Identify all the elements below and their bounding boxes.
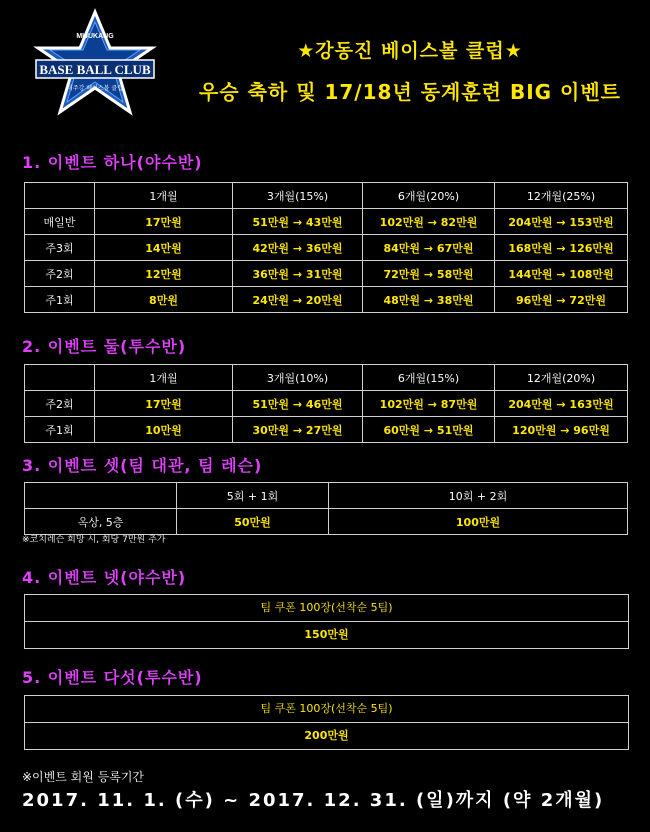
table-header-cell bbox=[25, 483, 177, 509]
table-row bbox=[25, 287, 628, 313]
svg-text:BASE BALL CLUB: BASE BALL CLUB bbox=[39, 62, 151, 77]
table-header-row bbox=[25, 365, 628, 391]
price-cell: 8만원 bbox=[95, 287, 233, 313]
table-header-cell bbox=[25, 183, 95, 209]
table-header-cell bbox=[25, 365, 95, 391]
price-cell: 50만원 bbox=[177, 509, 329, 535]
section4-title: 4. 이벤트 넷(야수반) bbox=[22, 568, 187, 587]
registration-period-label: ※이벤트 회원 등록기간 bbox=[22, 770, 145, 784]
table-header-cell: 3개월(15%) bbox=[233, 183, 363, 209]
price-cell: 168만원 → 126만원 bbox=[495, 235, 628, 261]
table-header-cell: 5회 + 1회 bbox=[177, 483, 329, 509]
price-cell: 17만원 bbox=[95, 391, 233, 417]
price-cell: 42만원 → 36만원 bbox=[233, 235, 363, 261]
row-label: 주2회 bbox=[25, 391, 95, 417]
price-cell: 36만원 → 31만원 bbox=[233, 261, 363, 287]
table-header-cell: 3개월(10%) bbox=[233, 365, 363, 391]
section1-title: 1. 이벤트 하나(야수반) bbox=[22, 153, 203, 172]
baseball-club-star-logo-icon bbox=[30, 8, 160, 118]
table-row bbox=[25, 417, 628, 443]
table-header-cell: 10회 + 2회 bbox=[329, 483, 628, 509]
price-cell: 72만원 → 58만원 bbox=[363, 261, 495, 287]
row-label: 매일반 bbox=[25, 209, 95, 235]
row-label: 주1회 bbox=[25, 417, 95, 443]
section2-title: 2. 이벤트 둘(투수반) bbox=[22, 337, 187, 356]
price-cell: 48만원 → 38만원 bbox=[363, 287, 495, 313]
table-header-cell: 6개월(20%) bbox=[363, 183, 495, 209]
section1-price-table bbox=[24, 182, 628, 313]
price-cell: 12만원 bbox=[95, 261, 233, 287]
table-row bbox=[25, 209, 628, 235]
table-header-cell: 12개월(20%) bbox=[495, 365, 628, 391]
table-header-cell: 6개월(15%) bbox=[363, 365, 495, 391]
price-cell: 120만원 → 96만원 bbox=[495, 417, 628, 443]
price-cell: 84만원 → 67만원 bbox=[363, 235, 495, 261]
svg-text:미주강 베이스볼 클럽: 미주강 베이스볼 클럽 bbox=[67, 85, 123, 92]
table-header-row bbox=[25, 183, 628, 209]
registration-period: 2017. 11. 1. (수) ~ 2017. 12. 31. (일)까지 (약 2개월) bbox=[22, 790, 605, 811]
row-label: 주2회 bbox=[25, 261, 95, 287]
price-cell: 102만원 → 82만원 bbox=[363, 209, 495, 235]
price-cell: 24만원 → 20만원 bbox=[233, 287, 363, 313]
price-cell: 30만원 → 27만원 bbox=[233, 417, 363, 443]
table-header-cell: 1개월 bbox=[95, 183, 233, 209]
price-cell: 144만원 → 108만원 bbox=[495, 261, 628, 287]
price-cell: 96만원 → 72만원 bbox=[495, 287, 628, 313]
table-header-row bbox=[25, 483, 628, 509]
price-cell: 51만원 → 43만원 bbox=[233, 209, 363, 235]
section2-price-table bbox=[24, 364, 628, 443]
price-cell: 10만원 bbox=[95, 417, 233, 443]
svg-text:MIJUKANG: MIJUKANG bbox=[76, 33, 114, 40]
price-cell: 102만원 → 87만원 bbox=[363, 391, 495, 417]
coupon-price: 150만원 bbox=[304, 628, 349, 641]
row-label: 주1회 bbox=[25, 287, 95, 313]
price-cell: 204만원 → 163만원 bbox=[495, 391, 628, 417]
section5-box bbox=[24, 695, 629, 750]
row-label: 주3회 bbox=[25, 235, 95, 261]
price-cell: 60만원 → 51만원 bbox=[363, 417, 495, 443]
table-header-cell: 12개월(25%) bbox=[495, 183, 628, 209]
table-row bbox=[25, 391, 628, 417]
price-cell: 204만원 → 153만원 bbox=[495, 209, 628, 235]
table-row bbox=[25, 235, 628, 261]
page-subtitle: 우승 축하 및 17/18년 동계훈련 BIG 이벤트 bbox=[198, 80, 621, 104]
coupon-description: 팀 쿠폰 100장(선착순 5팀) bbox=[25, 696, 628, 723]
price-cell: 100만원 bbox=[329, 509, 628, 535]
coach-lesson-note: ※코치레슨 희망 시, 회당 7만원 추가 bbox=[22, 535, 166, 545]
price-cell: 14만원 bbox=[95, 235, 233, 261]
table-row bbox=[25, 261, 628, 287]
table-header-cell: 1개월 bbox=[95, 365, 233, 391]
section3-price-table bbox=[24, 482, 628, 535]
coupon-description: 팀 쿠폰 100장(선착순 5팀) bbox=[25, 595, 628, 622]
section4-box bbox=[24, 594, 629, 649]
club-logo bbox=[30, 8, 160, 118]
price-cell: 17만원 bbox=[95, 209, 233, 235]
row-label: 옥상, 5층 bbox=[25, 509, 177, 535]
table-row bbox=[25, 509, 628, 535]
page-title: ★강동진 베이스볼 클럽★ bbox=[297, 40, 523, 62]
price-cell: 51만원 → 46만원 bbox=[233, 391, 363, 417]
section5-title: 5. 이벤트 다섯(투수반) bbox=[22, 668, 203, 687]
coupon-price: 200만원 bbox=[304, 729, 349, 742]
section3-title: 3. 이벤트 셋(팀 대관, 팀 레슨) bbox=[22, 456, 263, 475]
